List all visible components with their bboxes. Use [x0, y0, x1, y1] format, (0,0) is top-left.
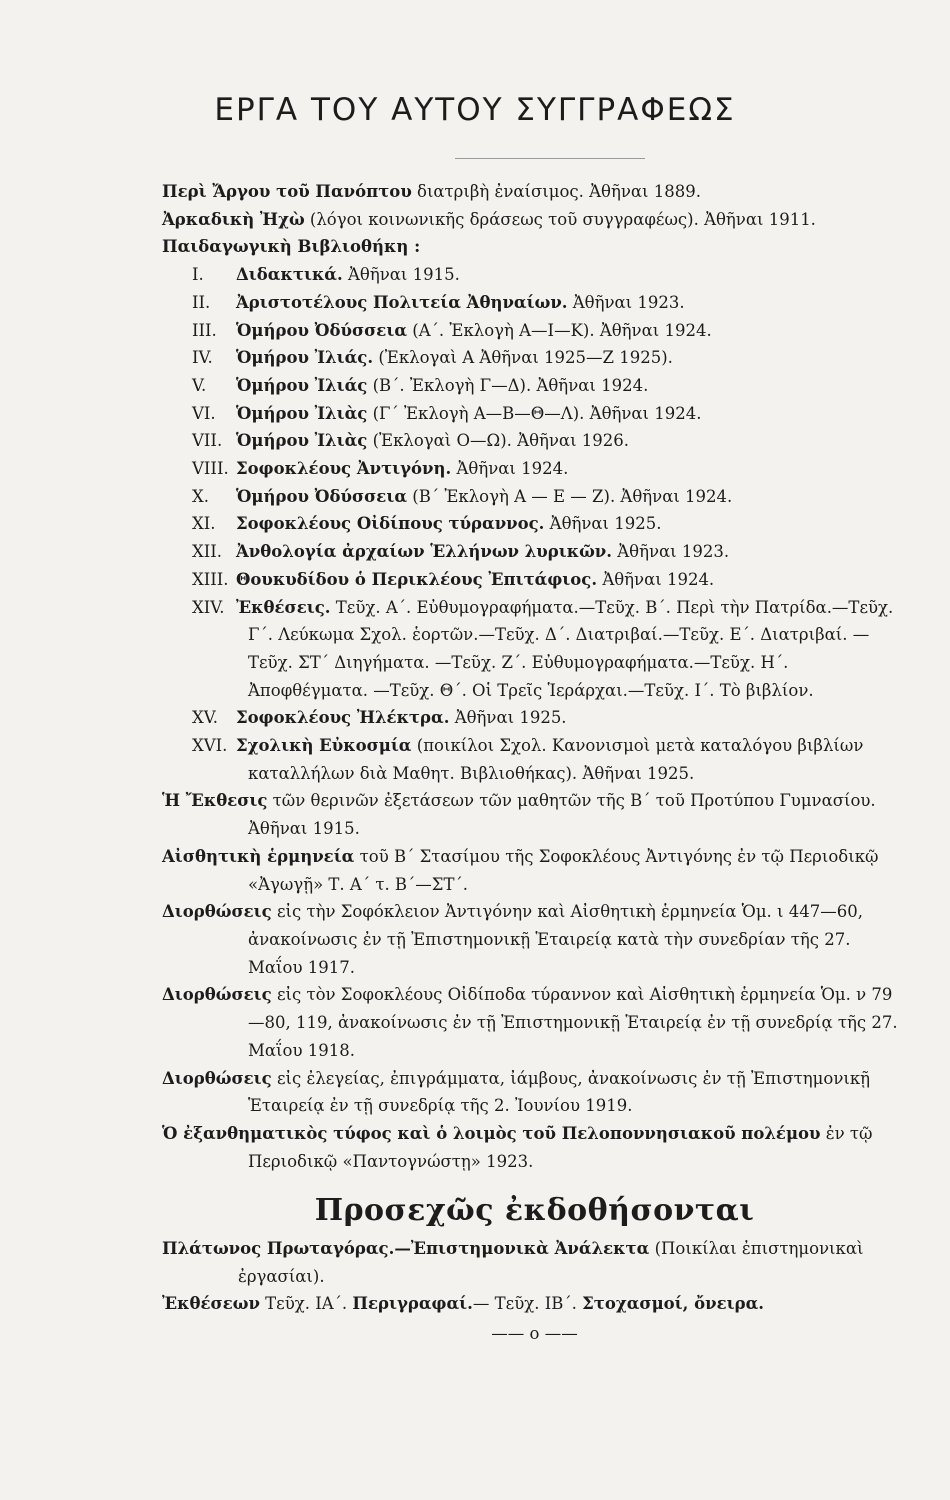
library-item: XIII. Θουκυδίδου ὁ Περικλέους Ἐπιτάφιος. Ἀθῆναι 1924.	[192, 569, 715, 589]
library-heading: Παιδαγωγικὴ Βιβλιοθήκη :	[162, 237, 421, 257]
forthcoming-entry: Πλάτωνος Πρωταγόρας.—Ἐπιστημονικὰ Ἀνάλεκτα (Ποικίλαι ἐπιστημονικαὶ ἐργασίαι).	[162, 1239, 864, 1286]
library-item: VI. Ὁμήρου Ἰλιὰς (Γ΄ Ἐκλογὴ Α—Β—Θ—Λ). Ἀθῆναι 1924.	[192, 403, 702, 423]
work-entry: Περὶ Ἄργου τοῦ Πανόπτου διατριβὴ ἐναίσιμος. Ἀθῆναι 1889.	[162, 182, 701, 201]
forthcoming-heading: Προσεχῶς ἐκδοθήσονται	[314, 1193, 755, 1229]
work-entry: Ὁ ἐξανθηματικὸς τύφος καὶ ὁ λοιμὸς τοῦ Πελοποννησιακοῦ πολέμου ἐν τῷ Περιοδικῷ «Παντογνώστῃ» 1923.	[162, 1123, 873, 1171]
library-item: XVI. Σχολικὴ Εὐκοσμία (ποικίλοι Σχολ. Κανονισμοὶ μετὰ καταλόγου βιβλίων καταλλήλων διὰ Μαθητ. Βιβλιοθήκας). Ἀθῆναι 1925.	[192, 736, 864, 783]
page-heading: ΕΡΓΑ ΤΟΥ ΑΥΤΟΥ ΣΥΓΓΡΑΦΕΩΣ	[214, 92, 736, 128]
library-item: X. Ὁμήρου Ὀδύσσεια (Β΄ Ἐκλογὴ Α — Ε — Ζ). Ἀθῆναι 1924.	[192, 486, 733, 506]
forthcoming-entry: Ἐκθέσεων Τεῦχ. ΙΑ΄. Περιγραφαί.— Τεῦχ. ΙΒ΄. Στοχασμοί, ὄνειρα.	[162, 1294, 765, 1314]
library-item: I. Διδακτικά. Ἀθῆναι 1915.	[192, 265, 460, 285]
library-item: VII. Ὁμήρου Ἰλιὰς (Ἐκλογαὶ Ο—Ω). Ἀθῆναι 1926.	[192, 431, 630, 451]
library-item: IV. Ὁμήρου Ἰλιάς. (Ἐκλογαὶ Α Ἀθῆναι 1925—Ζ 1925).	[192, 348, 673, 368]
library-item: XIV. Ἐκθέσεις. Τεῦχ. Α΄. Εὐθυμογραφήματα.—Τεῦχ. Β΄. Περὶ τὴν Πατρίδα.—Τεῦχ. Γ΄. Λεύκωμα Σχολ. ἑορτῶν.—Τεῦχ. Δ΄. Διατριβαί.—Τεῦχ. Ε΄. Διατριβαί. — Τεῦχ. ΣΤ΄ Διηγήματα. —Τεῦχ. Ζ΄. Εὐθυμογραφήματα.—Τεῦχ. Η΄. Ἀποφθέγματα. —Τεῦχ. Θ΄. Οἱ Τρεῖς Ἱεράρχαι.—Τεῦχ. Ι΄. Τὸ βιβλίον.	[192, 597, 894, 700]
library-item: VIII. Σοφοκλέους Ἀντιγόνη. Ἀθῆναι 1924.	[192, 459, 569, 479]
library-item: XII. Ἀνθολογία ἀρχαίων Ἑλλήνων λυρικῶν. Ἀθῆναι 1923.	[192, 542, 730, 562]
library-item: III. Ὁμήρου Ὀδύσσεια (Α΄. Ἐκλογὴ Α—Ι—Κ). Ἀθῆναι 1924.	[192, 320, 712, 340]
library-item: V. Ὁμήρου Ἰλιάς (Β΄. Ἐκλογὴ Γ—Δ). Ἀθῆναι 1924.	[192, 375, 649, 395]
work-entry: Διορθώσεις εἰς ἐλεγείας, ἐπιγράμματα, ἰάμβους, ἀνακοίνωσις ἐν τῇ Ἐπιστημονικῇ Ἑταιρείᾳ ἐν τῇ συνεδρίᾳ τῆς 2. Ἰουνίου 1919.	[162, 1068, 871, 1116]
work-entry: Διορθώσεις εἰς τὸν Σοφοκλέους Οἰδίποδα τύραννον καὶ Αἰσθητικὴ ἑρμηνεία Ὁμ. ν 79—80, 119, ἀνακοίνωσις ἐν τῇ Ἐπιστημονικῇ Ἑταιρείᾳ ἐν τῇ συνεδρίᾳ τῆς 27. Μαΐου 1918.	[162, 985, 898, 1060]
end-mark: —— ο ——	[491, 1324, 578, 1344]
work-entry: Αἰσθητικὴ ἑρμηνεία τοῦ Β΄ Στασίμου τῆς Σοφοκλέους Ἀντιγόνης ἐν τῷ Περιοδικῷ «Ἀγωγῇ» Τ. Α΄ τ. Β΄—ΣΤ΄.	[162, 846, 879, 894]
work-entry: Ἡ Ἔκθεσις τῶν θερινῶν ἐξετάσεων τῶν μαθητῶν τῆς Β΄ τοῦ Προτύπου Γυμνασίου. Ἀθῆναι 1915.	[162, 791, 876, 839]
heading-rule	[455, 158, 645, 159]
library-item: II. Ἀριστοτέλους Πολιτεία Ἀθηναίων. Ἀθῆναι 1923.	[192, 292, 685, 312]
work-entry: Διορθώσεις εἰς τὴν Σοφόκλειον Ἀντιγόνην καὶ Αἰσθητικὴ ἑρμηνεία Ὁμ. ι 447—60, ἀνακοίνωσις ἐν τῇ Ἐπιστημονικῇ Ἑταιρείᾳ κατὰ τὴν συνεδρίαν τῆς 27. Μαΐου 1917.	[162, 902, 863, 977]
works-list	[162, 178, 907, 1364]
library-item: XV. Σοφοκλέους Ἠλέκτρα. Ἀθῆναι 1925.	[192, 708, 567, 728]
work-entry: Ἀρκαδικὴ Ἠχὼ (λόγοι κοινωνικῆς δράσεως τοῦ συγγραφέως). Ἀθῆναι 1911.	[162, 209, 816, 229]
library-item: XI. Σοφοκλέους Οἰδίπους τύραννος. Ἀθῆναι 1925.	[192, 514, 662, 534]
